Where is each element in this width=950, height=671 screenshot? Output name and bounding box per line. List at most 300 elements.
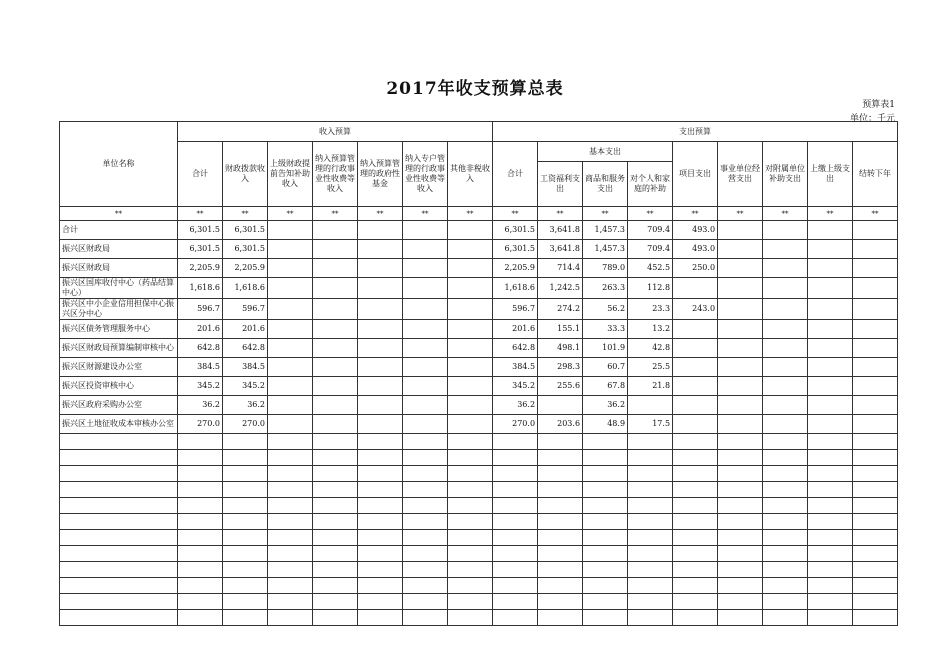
empty-cell bbox=[448, 578, 493, 594]
personal-subsidy-cell: 25.5 bbox=[628, 358, 673, 377]
business-operation-cell bbox=[718, 320, 763, 339]
empty-cell bbox=[358, 562, 403, 578]
empty-row bbox=[60, 450, 898, 466]
header-expense-total: 合计 bbox=[493, 142, 538, 207]
empty-cell bbox=[178, 450, 223, 466]
empty-cell bbox=[403, 466, 448, 482]
empty-cell bbox=[628, 498, 673, 514]
unit-name-cell: 振兴区财政局 bbox=[60, 259, 178, 278]
empty-cell bbox=[403, 578, 448, 594]
header-goods-services: 商品和服务支出 bbox=[583, 162, 628, 207]
special-account-cell bbox=[403, 259, 448, 278]
special-account-cell bbox=[403, 278, 448, 299]
empty-cell bbox=[60, 450, 178, 466]
header-project: 项目支出 bbox=[673, 142, 718, 207]
empty-cell bbox=[358, 610, 403, 626]
wage-cell: 3,641.8 bbox=[538, 240, 583, 259]
admin-fees-cell bbox=[313, 221, 358, 240]
goods-services-cell: 789.0 bbox=[583, 259, 628, 278]
header-affiliate-subsidy: 对附属单位补助支出 bbox=[763, 142, 808, 207]
empty-cell bbox=[448, 466, 493, 482]
superior-subsidy-cell bbox=[268, 339, 313, 358]
remit-superior-cell bbox=[808, 396, 853, 415]
empty-cell bbox=[853, 498, 898, 514]
empty-cell bbox=[178, 562, 223, 578]
empty-cell bbox=[538, 530, 583, 546]
empty-cell bbox=[628, 482, 673, 498]
superior-subsidy-cell bbox=[268, 377, 313, 396]
empty-cell bbox=[538, 434, 583, 450]
business-operation-cell bbox=[718, 278, 763, 299]
project-cell bbox=[673, 358, 718, 377]
empty-cell bbox=[313, 530, 358, 546]
remit-superior-cell bbox=[808, 259, 853, 278]
empty-cell bbox=[718, 498, 763, 514]
admin-fees-cell bbox=[313, 377, 358, 396]
empty-cell bbox=[628, 610, 673, 626]
carryover-cell bbox=[853, 221, 898, 240]
empty-cell bbox=[178, 482, 223, 498]
expense-total-cell: 270.0 bbox=[493, 415, 538, 434]
empty-cell bbox=[628, 514, 673, 530]
superior-subsidy-cell bbox=[268, 358, 313, 377]
header-admin-fees: 纳入预算管理的行政事业性收费等收入 bbox=[313, 142, 358, 207]
empty-row bbox=[60, 562, 898, 578]
header-gov-fund: 纳入预算管理的政府性基金 bbox=[358, 142, 403, 207]
income-total-cell: 384.5 bbox=[178, 358, 223, 377]
empty-cell bbox=[808, 610, 853, 626]
empty-cell bbox=[763, 498, 808, 514]
admin-fees-cell bbox=[313, 320, 358, 339]
empty-cell bbox=[673, 562, 718, 578]
form-number: 预算表1 bbox=[862, 100, 895, 110]
fiscal-appropriation-cell: 1,618.6 bbox=[223, 278, 268, 299]
business-operation-cell bbox=[718, 396, 763, 415]
unit-name-cell: 振兴区财政局 bbox=[60, 240, 178, 259]
affiliate-subsidy-cell bbox=[763, 358, 808, 377]
goods-services-cell: 60.7 bbox=[583, 358, 628, 377]
empty-cell bbox=[808, 466, 853, 482]
unit-name-cell: 振兴区中小企业信用担保中心振兴区分中心 bbox=[60, 299, 178, 320]
empty-cell bbox=[403, 514, 448, 530]
empty-cell bbox=[493, 546, 538, 562]
expense-total-cell: 6,301.5 bbox=[493, 221, 538, 240]
table-row bbox=[60, 396, 898, 415]
empty-cell bbox=[403, 434, 448, 450]
empty-cell bbox=[60, 530, 178, 546]
other-nontax-cell bbox=[448, 339, 493, 358]
goods-services-cell: 101.9 bbox=[583, 339, 628, 358]
empty-cell bbox=[223, 562, 268, 578]
empty-cell bbox=[223, 466, 268, 482]
remit-superior-cell bbox=[808, 339, 853, 358]
empty-row bbox=[60, 610, 898, 626]
affiliate-subsidy-cell bbox=[763, 415, 808, 434]
empty-cell bbox=[538, 466, 583, 482]
empty-cell bbox=[763, 594, 808, 610]
superior-subsidy-cell bbox=[268, 320, 313, 339]
carryover-cell bbox=[853, 259, 898, 278]
personal-subsidy-cell: 112.8 bbox=[628, 278, 673, 299]
empty-cell bbox=[853, 578, 898, 594]
empty-cell bbox=[448, 610, 493, 626]
unit-name-cell: 振兴区财源建设办公室 bbox=[60, 358, 178, 377]
empty-cell bbox=[673, 594, 718, 610]
table-row bbox=[60, 415, 898, 434]
header-fiscal-appropriation: 财政拨款收入 bbox=[223, 142, 268, 207]
empty-cell bbox=[358, 594, 403, 610]
wage-cell: 203.6 bbox=[538, 415, 583, 434]
personal-subsidy-cell: 709.4 bbox=[628, 240, 673, 259]
admin-fees-cell bbox=[313, 339, 358, 358]
empty-cell bbox=[718, 482, 763, 498]
expense-total-cell: 345.2 bbox=[493, 377, 538, 396]
admin-fees-cell bbox=[313, 240, 358, 259]
project-cell: 243.0 bbox=[673, 299, 718, 320]
other-nontax-cell bbox=[448, 278, 493, 299]
empty-cell bbox=[60, 434, 178, 450]
empty-row bbox=[60, 578, 898, 594]
remit-superior-cell bbox=[808, 320, 853, 339]
empty-cell bbox=[358, 578, 403, 594]
empty-cell bbox=[853, 466, 898, 482]
empty-cell bbox=[268, 514, 313, 530]
empty-cell bbox=[538, 562, 583, 578]
income-total-cell: 345.2 bbox=[178, 377, 223, 396]
personal-subsidy-cell: 13.2 bbox=[628, 320, 673, 339]
empty-cell bbox=[268, 610, 313, 626]
empty-cell bbox=[763, 578, 808, 594]
empty-cell bbox=[223, 610, 268, 626]
empty-cell bbox=[448, 594, 493, 610]
empty-cell bbox=[403, 450, 448, 466]
carryover-cell bbox=[853, 358, 898, 377]
empty-cell bbox=[628, 466, 673, 482]
gov-fund-cell bbox=[358, 221, 403, 240]
empty-cell bbox=[223, 578, 268, 594]
special-account-cell bbox=[403, 358, 448, 377]
empty-cell bbox=[60, 610, 178, 626]
empty-cell bbox=[628, 546, 673, 562]
empty-cell bbox=[178, 514, 223, 530]
empty-cell bbox=[538, 594, 583, 610]
carryover-cell bbox=[853, 415, 898, 434]
empty-cell bbox=[808, 514, 853, 530]
marker-cell: ** bbox=[403, 207, 448, 221]
empty-cell bbox=[583, 450, 628, 466]
empty-cell bbox=[268, 434, 313, 450]
empty-cell bbox=[358, 546, 403, 562]
empty-cell bbox=[853, 514, 898, 530]
personal-subsidy-cell: 21.8 bbox=[628, 377, 673, 396]
table-row bbox=[60, 377, 898, 396]
empty-cell bbox=[223, 546, 268, 562]
empty-row bbox=[60, 482, 898, 498]
empty-cell bbox=[763, 514, 808, 530]
goods-services-cell: 1,457.3 bbox=[583, 240, 628, 259]
affiliate-subsidy-cell bbox=[763, 299, 808, 320]
empty-cell bbox=[808, 498, 853, 514]
empty-cell bbox=[763, 562, 808, 578]
empty-cell bbox=[538, 482, 583, 498]
empty-cell bbox=[853, 610, 898, 626]
empty-cell bbox=[178, 434, 223, 450]
empty-cell bbox=[403, 562, 448, 578]
marker-cell: ** bbox=[673, 207, 718, 221]
admin-fees-cell bbox=[313, 259, 358, 278]
gov-fund-cell bbox=[358, 240, 403, 259]
business-operation-cell bbox=[718, 358, 763, 377]
empty-cell bbox=[673, 466, 718, 482]
fiscal-appropriation-cell: 270.0 bbox=[223, 415, 268, 434]
empty-cell bbox=[313, 594, 358, 610]
empty-cell bbox=[493, 450, 538, 466]
empty-cell bbox=[178, 546, 223, 562]
header-expense-group: 支出预算 bbox=[493, 122, 898, 142]
gov-fund-cell bbox=[358, 320, 403, 339]
admin-fees-cell bbox=[313, 358, 358, 377]
empty-cell bbox=[718, 530, 763, 546]
remit-superior-cell bbox=[808, 377, 853, 396]
fiscal-appropriation-cell: 6,301.5 bbox=[223, 240, 268, 259]
empty-cell bbox=[223, 434, 268, 450]
empty-cell bbox=[493, 562, 538, 578]
business-operation-cell bbox=[718, 240, 763, 259]
carryover-cell bbox=[853, 278, 898, 299]
empty-cell bbox=[448, 514, 493, 530]
special-account-cell bbox=[403, 240, 448, 259]
empty-cell bbox=[178, 530, 223, 546]
empty-cell bbox=[60, 482, 178, 498]
affiliate-subsidy-cell bbox=[763, 240, 808, 259]
empty-row bbox=[60, 546, 898, 562]
wage-cell bbox=[538, 396, 583, 415]
empty-cell bbox=[583, 498, 628, 514]
empty-cell bbox=[60, 546, 178, 562]
personal-subsidy-cell: 42.8 bbox=[628, 339, 673, 358]
empty-cell bbox=[583, 530, 628, 546]
other-nontax-cell bbox=[448, 358, 493, 377]
expense-total-cell: 1,618.6 bbox=[493, 278, 538, 299]
fiscal-appropriation-cell: 36.2 bbox=[223, 396, 268, 415]
unit-name-cell: 振兴区投资审核中心 bbox=[60, 377, 178, 396]
remit-superior-cell bbox=[808, 240, 853, 259]
marker-row bbox=[60, 207, 898, 221]
empty-cell bbox=[448, 498, 493, 514]
marker-cell: ** bbox=[763, 207, 808, 221]
wage-cell: 298.3 bbox=[538, 358, 583, 377]
empty-cell bbox=[853, 594, 898, 610]
empty-cell bbox=[673, 498, 718, 514]
project-cell bbox=[673, 278, 718, 299]
other-nontax-cell bbox=[448, 240, 493, 259]
empty-cell bbox=[403, 498, 448, 514]
empty-cell bbox=[268, 530, 313, 546]
empty-cell bbox=[673, 450, 718, 466]
empty-cell bbox=[178, 594, 223, 610]
empty-cell bbox=[628, 578, 673, 594]
empty-cell bbox=[583, 434, 628, 450]
gov-fund-cell bbox=[358, 278, 403, 299]
income-total-cell: 596.7 bbox=[178, 299, 223, 320]
table-row bbox=[60, 278, 898, 299]
empty-cell bbox=[808, 578, 853, 594]
empty-cell bbox=[493, 530, 538, 546]
fiscal-appropriation-cell: 6,301.5 bbox=[223, 221, 268, 240]
marker-cell: ** bbox=[313, 207, 358, 221]
empty-row bbox=[60, 498, 898, 514]
empty-cell bbox=[313, 578, 358, 594]
empty-cell bbox=[808, 482, 853, 498]
gov-fund-cell bbox=[358, 377, 403, 396]
wage-cell: 498.1 bbox=[538, 339, 583, 358]
superior-subsidy-cell bbox=[268, 259, 313, 278]
table-row bbox=[60, 299, 898, 320]
empty-cell bbox=[268, 482, 313, 498]
empty-cell bbox=[808, 546, 853, 562]
remit-superior-cell bbox=[808, 358, 853, 377]
expense-total-cell: 384.5 bbox=[493, 358, 538, 377]
empty-row bbox=[60, 514, 898, 530]
goods-services-cell: 263.3 bbox=[583, 278, 628, 299]
empty-cell bbox=[718, 578, 763, 594]
empty-cell bbox=[718, 562, 763, 578]
empty-cell bbox=[448, 530, 493, 546]
unit-name-cell: 振兴区债务管理服务中心 bbox=[60, 320, 178, 339]
empty-cell bbox=[313, 434, 358, 450]
empty-cell bbox=[493, 594, 538, 610]
empty-cell bbox=[853, 530, 898, 546]
empty-cell bbox=[448, 562, 493, 578]
empty-cell bbox=[538, 546, 583, 562]
income-total-cell: 1,618.6 bbox=[178, 278, 223, 299]
empty-cell bbox=[358, 482, 403, 498]
marker-cell: ** bbox=[538, 207, 583, 221]
empty-cell bbox=[718, 546, 763, 562]
empty-cell bbox=[358, 514, 403, 530]
fiscal-appropriation-cell: 642.8 bbox=[223, 339, 268, 358]
empty-cell bbox=[538, 610, 583, 626]
carryover-cell bbox=[853, 339, 898, 358]
personal-subsidy-cell: 17.5 bbox=[628, 415, 673, 434]
superior-subsidy-cell bbox=[268, 278, 313, 299]
empty-cell bbox=[718, 466, 763, 482]
empty-cell bbox=[808, 434, 853, 450]
admin-fees-cell bbox=[313, 299, 358, 320]
empty-cell bbox=[60, 594, 178, 610]
page-title: 2017年收支预算总表 bbox=[386, 79, 564, 99]
empty-cell bbox=[313, 514, 358, 530]
wage-cell: 3,641.8 bbox=[538, 221, 583, 240]
unit-name-cell: 合计 bbox=[60, 221, 178, 240]
empty-cell bbox=[763, 434, 808, 450]
empty-cell bbox=[628, 530, 673, 546]
budget-table bbox=[59, 121, 898, 626]
empty-cell bbox=[718, 450, 763, 466]
empty-cell bbox=[673, 482, 718, 498]
income-total-cell: 36.2 bbox=[178, 396, 223, 415]
marker-cell: ** bbox=[60, 207, 178, 221]
empty-cell bbox=[268, 594, 313, 610]
wage-cell: 255.6 bbox=[538, 377, 583, 396]
empty-cell bbox=[403, 546, 448, 562]
business-operation-cell bbox=[718, 221, 763, 240]
affiliate-subsidy-cell bbox=[763, 339, 808, 358]
expense-total-cell: 642.8 bbox=[493, 339, 538, 358]
empty-cell bbox=[403, 482, 448, 498]
unit-name-cell: 振兴区政府采购办公室 bbox=[60, 396, 178, 415]
header-income-group: 收入预算 bbox=[178, 122, 493, 142]
income-total-cell: 6,301.5 bbox=[178, 240, 223, 259]
empty-cell bbox=[583, 594, 628, 610]
other-nontax-cell bbox=[448, 221, 493, 240]
empty-cell bbox=[673, 546, 718, 562]
header-unit-name: 单位名称 bbox=[60, 122, 178, 207]
header-superior-subsidy: 上级财政提前告知补助收入 bbox=[268, 142, 313, 207]
empty-cell bbox=[808, 594, 853, 610]
income-total-cell: 2,205.9 bbox=[178, 259, 223, 278]
table-row bbox=[60, 320, 898, 339]
special-account-cell bbox=[403, 377, 448, 396]
carryover-cell bbox=[853, 299, 898, 320]
empty-cell bbox=[178, 498, 223, 514]
other-nontax-cell bbox=[448, 415, 493, 434]
empty-cell bbox=[763, 482, 808, 498]
empty-cell bbox=[583, 546, 628, 562]
marker-cell: ** bbox=[178, 207, 223, 221]
empty-cell bbox=[268, 578, 313, 594]
project-cell bbox=[673, 339, 718, 358]
empty-cell bbox=[358, 466, 403, 482]
table-row bbox=[60, 358, 898, 377]
goods-services-cell: 48.9 bbox=[583, 415, 628, 434]
gov-fund-cell bbox=[358, 415, 403, 434]
empty-cell bbox=[853, 434, 898, 450]
gov-fund-cell bbox=[358, 396, 403, 415]
header-other-nontax: 其他非税收入 bbox=[448, 142, 493, 207]
table-row bbox=[60, 240, 898, 259]
affiliate-subsidy-cell bbox=[763, 377, 808, 396]
empty-cell bbox=[60, 514, 178, 530]
header-carryover: 结转下年 bbox=[853, 142, 898, 207]
project-cell bbox=[673, 320, 718, 339]
remit-superior-cell bbox=[808, 278, 853, 299]
expense-total-cell: 596.7 bbox=[493, 299, 538, 320]
empty-cell bbox=[403, 610, 448, 626]
business-operation-cell bbox=[718, 299, 763, 320]
empty-cell bbox=[718, 434, 763, 450]
empty-cell bbox=[493, 498, 538, 514]
remit-superior-cell bbox=[808, 415, 853, 434]
special-account-cell bbox=[403, 320, 448, 339]
special-account-cell bbox=[403, 396, 448, 415]
empty-cell bbox=[268, 498, 313, 514]
project-cell: 493.0 bbox=[673, 221, 718, 240]
expense-total-cell: 201.6 bbox=[493, 320, 538, 339]
empty-cell bbox=[313, 498, 358, 514]
fiscal-appropriation-cell: 201.6 bbox=[223, 320, 268, 339]
wage-cell: 714.4 bbox=[538, 259, 583, 278]
marker-cell: ** bbox=[493, 207, 538, 221]
fiscal-appropriation-cell: 596.7 bbox=[223, 299, 268, 320]
empty-cell bbox=[60, 578, 178, 594]
project-cell bbox=[673, 415, 718, 434]
empty-cell bbox=[538, 514, 583, 530]
empty-cell bbox=[853, 482, 898, 498]
empty-cell bbox=[628, 562, 673, 578]
empty-cell bbox=[763, 530, 808, 546]
affiliate-subsidy-cell bbox=[763, 320, 808, 339]
